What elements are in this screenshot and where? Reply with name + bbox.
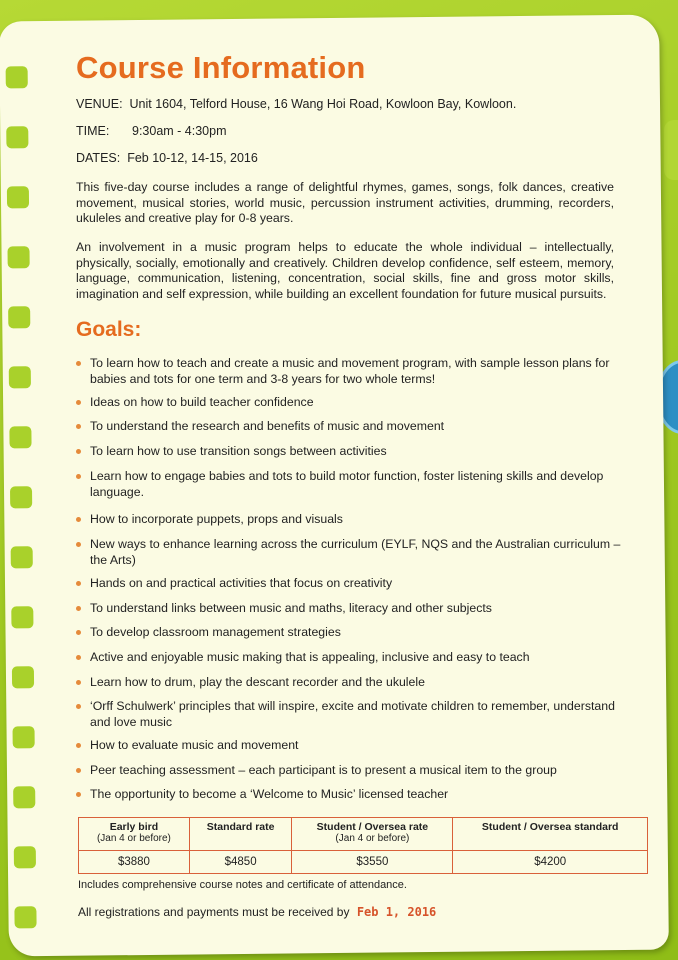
venue-line bbox=[76, 97, 616, 113]
goal-item: Peer teaching assessment – each participant is to present a musical item to the group bbox=[76, 763, 621, 779]
time-label: TIME: bbox=[76, 124, 110, 138]
pricing-header-cell: Early bird (Jan 4 or before) bbox=[79, 818, 190, 851]
goal-item: To learn how to use transition songs between activities bbox=[76, 444, 621, 460]
goal-item: How to incorporate puppets, props and visuals bbox=[76, 512, 621, 528]
goal-item: How to evaluate music and movement bbox=[76, 738, 621, 754]
bullet-icon bbox=[76, 581, 81, 586]
venue-label: VENUE: bbox=[76, 97, 123, 111]
goals-heading: Goals: bbox=[76, 318, 142, 341]
goal-item: Learn how to drum, play the descant recorder and the ukulele bbox=[76, 675, 621, 691]
goal-item: To understand links between music and maths, literacy and other subjects bbox=[76, 601, 621, 617]
price-cell: $3550 bbox=[292, 851, 453, 874]
deadline-line bbox=[78, 905, 436, 919]
goal-item: Hands on and practical activities that focus on creativity bbox=[76, 576, 621, 592]
price-cell: $3880 bbox=[79, 851, 190, 874]
bullet-icon bbox=[76, 424, 81, 429]
bullet-icon bbox=[76, 542, 81, 547]
bullet-icon bbox=[76, 768, 81, 773]
pricing-value-row bbox=[79, 851, 648, 874]
goal-item: The opportunity to become a ‘Welcome to Music’ licensed teacher bbox=[76, 787, 621, 803]
goal-item: New ways to enhance learning across the curriculum (EYLF, NQS and the Australian curriculum – the Arts) bbox=[76, 537, 621, 568]
bullet-icon bbox=[76, 474, 81, 479]
bullet-icon bbox=[76, 517, 81, 522]
page-title: Course Information bbox=[76, 50, 366, 85]
goal-item: Learn how to engage babies and tots to build motor function, foster listening skills and develop language. bbox=[76, 469, 621, 500]
bullet-icon bbox=[76, 400, 81, 405]
goal-item: To understand the research and benefits of music and movement bbox=[76, 419, 621, 435]
pricing-header-cell: Student / Oversea rate (Jan 4 or before) bbox=[292, 818, 453, 851]
bullet-icon bbox=[76, 606, 81, 611]
goal-item: To learn how to teach and create a music and movement program, with sample lesson plans for babies and tots for one term and 3-8 years for two whole terms! bbox=[76, 356, 621, 387]
pricing-header-row bbox=[79, 818, 648, 851]
bullet-icon bbox=[76, 743, 81, 748]
venue-value: Unit 1604, Telford House, 16 Wang Hoi Road, Kowloon Bay, Kowloon. bbox=[129, 97, 517, 111]
bullet-icon bbox=[76, 792, 81, 797]
benefits-paragraph: An involvement in a music program helps to educate the whole individual – intellectually, physically, socially, emotionally and creatively. Children develop confidence, self esteem, memory, language, communication, listening, concentration, social skills, fine and gross motor skills, imagination and self expression, while building an excellent foundation for future musical pursuits. bbox=[76, 240, 614, 301]
pricing-header-cell: Standard rate bbox=[189, 818, 292, 851]
goal-item: ‘Orff Schulwerk’ principles that will inspire, excite and motivate children to remember, understand and love music bbox=[76, 699, 621, 730]
goal-item: Ideas on how to build teacher confidence bbox=[76, 395, 621, 411]
dates-label: DATES: bbox=[76, 151, 121, 165]
includes-note: Includes comprehensive course notes and certificate of attendance. bbox=[78, 879, 407, 891]
price-cell: $4850 bbox=[189, 851, 292, 874]
pricing-table bbox=[78, 817, 648, 874]
goal-item: To develop classroom management strategies bbox=[76, 625, 621, 641]
pricing-header-cell: Student / Oversea standard bbox=[453, 818, 648, 851]
bullet-icon bbox=[76, 449, 81, 454]
deadline-date: Feb 1, 2016 bbox=[356, 905, 437, 919]
time-value: 9:30am - 4:30pm bbox=[132, 124, 227, 138]
price-cell: $4200 bbox=[453, 851, 648, 874]
goal-item: Active and enjoyable music making that is appealing, inclusive and easy to teach bbox=[76, 650, 621, 666]
time-line bbox=[76, 124, 616, 140]
bullet-icon bbox=[76, 630, 81, 635]
description-paragraph: This five-day course includes a range of delightful rhymes, games, songs, folk dances, creative movement, musical stories, world music, percussion instrument activities, drumming, recorders, ukuleles and creative play for 0-8 years. bbox=[76, 180, 614, 225]
dates-line bbox=[76, 151, 616, 167]
bullet-icon bbox=[76, 655, 81, 660]
bullet-icon bbox=[76, 704, 81, 709]
deadline-text: All registrations and payments must be received by bbox=[78, 905, 350, 919]
bullet-icon bbox=[76, 361, 81, 366]
dates-value: Feb 10-12, 14-15, 2016 bbox=[127, 151, 258, 165]
bullet-icon bbox=[76, 680, 81, 685]
